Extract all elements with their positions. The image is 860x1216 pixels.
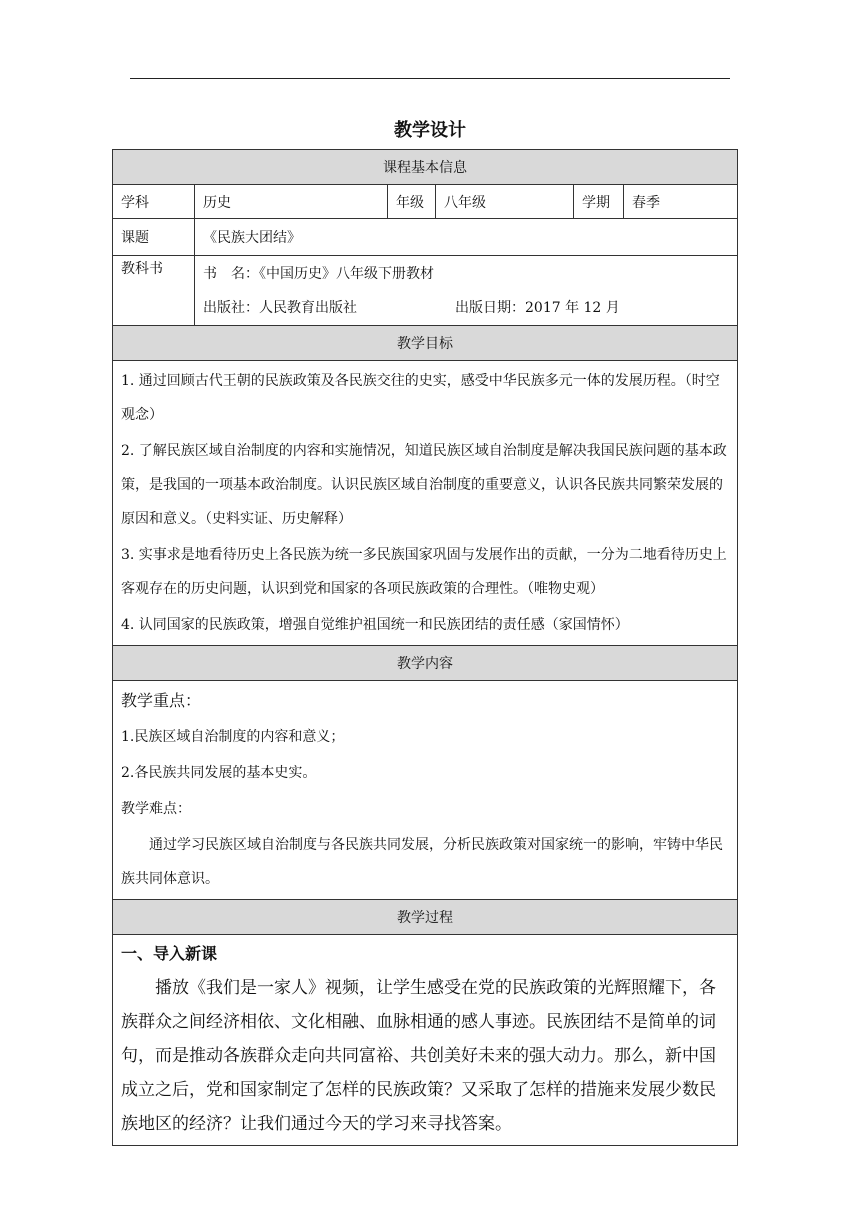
book-name-label-a: 书 xyxy=(203,265,217,282)
document-title: 教学设计 xyxy=(394,120,466,141)
term-label: 学期 xyxy=(574,185,624,219)
grade-value: 八年级 xyxy=(436,185,574,219)
content-header: 教学内容 xyxy=(113,646,738,681)
book-name-label-b: 名： xyxy=(231,265,259,282)
textbook-label xyxy=(113,256,195,326)
term-value: 春季 xyxy=(624,185,738,219)
objectives-row xyxy=(113,361,738,646)
subject-label: 学科 xyxy=(113,185,195,219)
difficulty-text: 通过学习民族区域自治制度与各民族共同发展，分析民族政策对国家统一的影响，牢铸中华民族共同体意识。 xyxy=(121,837,723,887)
difficulty-title: 教学难点： xyxy=(121,801,191,817)
objective-item: 2. 了解民族区域自治制度的内容和实施情况，知道民族区域自治制度是解决我国民族问题的基本政策，是我国的一项基本政治制度。认识民族区域自治制度的重要意义，认识各民族共同繁荣发展的原因和意义。（史料实证、历史解释） xyxy=(121,443,727,527)
textbook-info xyxy=(195,256,738,326)
content-row xyxy=(113,681,738,900)
publisher-line xyxy=(203,291,729,325)
textbook-row xyxy=(113,256,738,326)
objectives-cell xyxy=(113,361,738,646)
process-header-row xyxy=(113,900,738,935)
key-points-title: 教学重点： xyxy=(121,691,202,710)
process-row xyxy=(113,935,738,1146)
publisher: 出版社：人民教育出版社 xyxy=(203,299,357,316)
publication-date: 出版日期：2017 年 12 月 xyxy=(455,299,620,316)
content-header-row xyxy=(113,646,738,681)
book-name-line xyxy=(203,257,729,291)
header-rule xyxy=(130,78,730,79)
objective-item: 4. 认同国家的民族政策，增强自觉维护祖国统一和民族团结的责任感（家国情怀） xyxy=(121,617,629,633)
process-header: 教学过程 xyxy=(113,900,738,935)
subject-value: 历史 xyxy=(195,185,388,219)
topic-row xyxy=(113,219,738,256)
grade-label: 年级 xyxy=(388,185,436,219)
key-point-item: 2.各民族共同发展的基本史实。 xyxy=(121,765,317,781)
intro-section-text: 播放《我们是一家人》视频，让学生感受在党的民族政策的光辉照耀下，各族群众之间经济相依、文化相融、血脉相通的感人事迹。民族团结不是简单的词句，而是推动各族群众走向共同富裕、共创美好未来的强大动力。那么，新中国成立之后，党和国家制定了怎样的民族政策？又采取了怎样的措施来发展少数民族地区的经济？让我们通过今天的学习来寻找答案。 xyxy=(121,978,716,1134)
key-point-item: 1.民族区域自治制度的内容和意义； xyxy=(121,729,345,745)
objectives-header: 教学目标 xyxy=(113,326,738,361)
basic-info-header-row xyxy=(113,150,738,185)
lesson-plan-table xyxy=(112,149,738,1146)
intro-section-title: 一、导入新课 xyxy=(121,944,218,963)
basic-info-header: 课程基本信息 xyxy=(113,150,738,185)
objective-item: 1. 通过回顾古代王朝的民族政策及各民族交往的史实，感受中华民族多元一体的发展历程。（时空观念） xyxy=(121,373,720,423)
book-name-value: 《中国历史》八年级下册教材 xyxy=(259,265,434,282)
textbook-label-text: 教科书 xyxy=(121,261,163,277)
topic-value: 《民族大团结》 xyxy=(195,219,738,256)
objectives-header-row xyxy=(113,326,738,361)
process-cell xyxy=(113,935,738,1146)
objective-item: 3. 实事求是地看待历史上各民族为统一多民族国家巩固与发展作出的贡献，一分为二地看待历史上客观存在的历史问题，认识到党和国家的各项民族政策的合理性。（唯物史观） xyxy=(121,547,727,597)
topic-label: 课题 xyxy=(113,219,195,256)
subject-row xyxy=(113,185,738,219)
content-cell xyxy=(113,681,738,900)
